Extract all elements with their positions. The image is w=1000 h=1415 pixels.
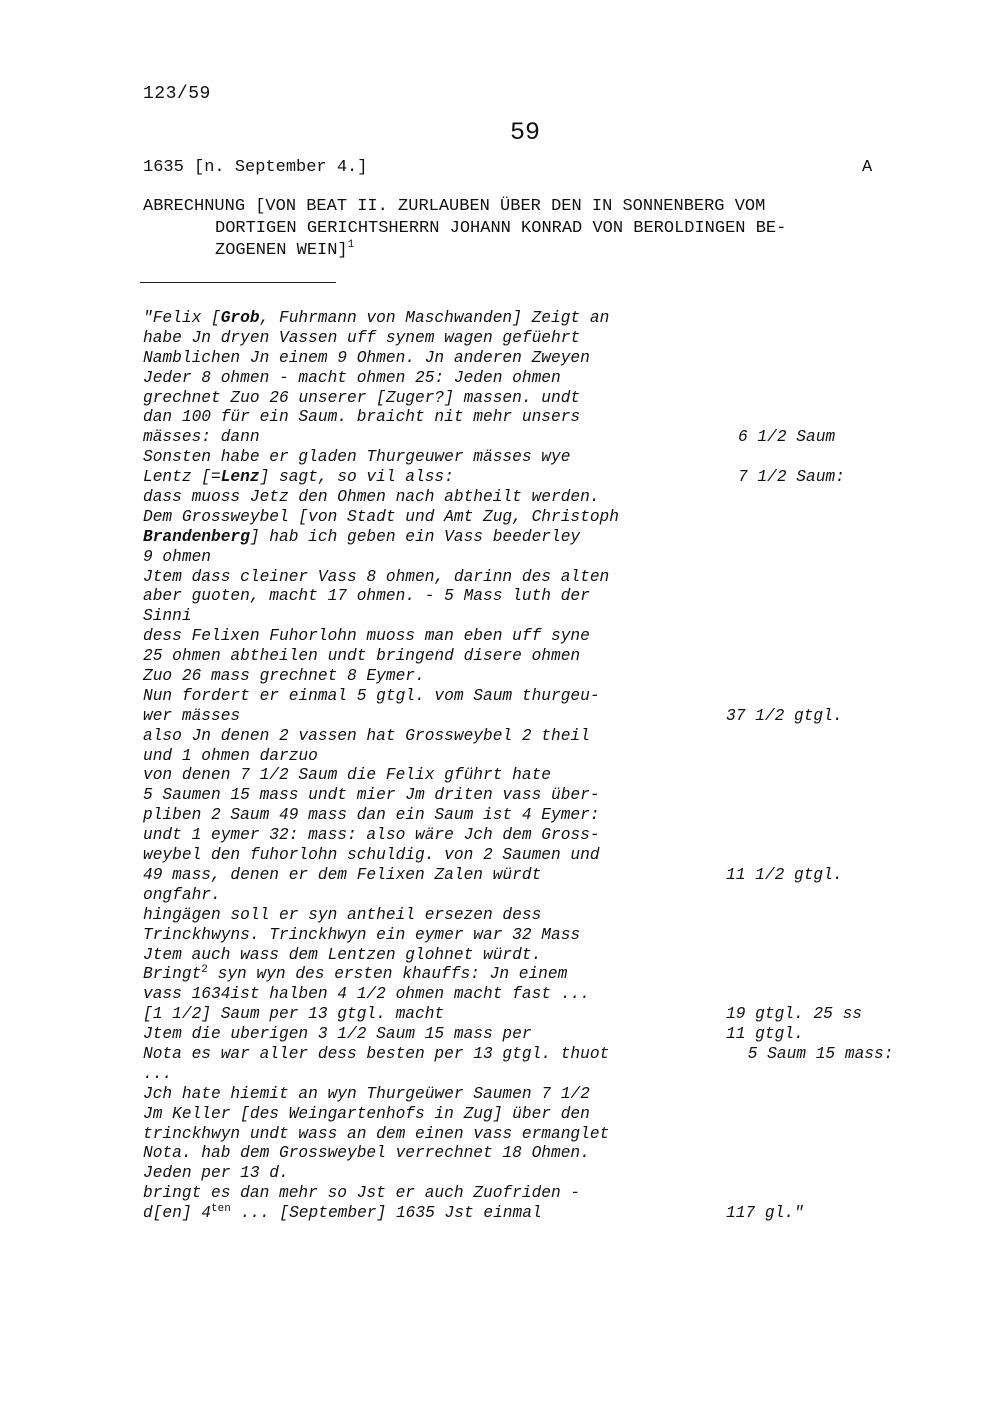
line-text: Trinckhwyns. Trinckhwyn ein eymer war 32 Mass [143, 925, 581, 944]
line-text: undt 1 eymer 32: mass: also wäre Jch dem Gross- [143, 826, 600, 845]
line-text [143, 468, 454, 488]
line-text: vass 1634ist halben 4 1/2 ohmen macht fast ... [143, 985, 590, 1004]
text-line [143, 448, 923, 468]
text-line [143, 906, 923, 926]
text-line [143, 349, 923, 369]
amount-value: 11 1/2 gtgl. [726, 865, 843, 884]
text-line [143, 1184, 923, 1204]
footnote-marker: 1 [347, 239, 355, 251]
text-line [143, 428, 923, 448]
text-line [143, 568, 923, 588]
text-line [143, 727, 923, 747]
title-line: ZOGENEN WEIN]$^1$ [215, 239, 355, 260]
line-text: dess Felixen Fuhorlohn muoss man eben uff syne [143, 627, 590, 646]
amount-value: 5 Saum 15 mass: [738, 1044, 894, 1063]
line-text: Jtem die uberigen 3 1/2 Saum 15 mass per [143, 1025, 532, 1044]
text-line [143, 1204, 923, 1224]
text-line [143, 667, 923, 687]
line-text: von denen 7 1/2 Saum die Felix gführt hate [143, 766, 551, 785]
text-line [143, 806, 923, 826]
line-text: Dem Grossweybel [von Stadt und Amt Zug, Christoph [143, 507, 619, 526]
line-text [143, 965, 567, 985]
line-text: grechnet Zuo 26 unserer [Zuger?] massen. undt [143, 388, 581, 407]
text-line [143, 607, 923, 627]
text-line [143, 1045, 923, 1065]
line-text: Jm Keller [des Weingartenhofs in Zug] über den [143, 1104, 590, 1123]
line-text: und 1 ohmen darzuo [143, 746, 318, 765]
line-text: Jch hate hiemit an wyn Thurgeüwer Saumen 7 1/2 [143, 1084, 590, 1103]
line-text [143, 528, 580, 548]
line-text: Jtem dass cleiner Vass 8 ohmen, darinn des alten [143, 567, 610, 586]
line-text: 49 mass, denen er dem Felixen Zalen würdt [143, 865, 542, 884]
text-line [143, 548, 923, 568]
page-number: 59 [509, 118, 540, 147]
text-segment: ] sagt, so vil alss: [259, 468, 454, 487]
amount-value: 117 gl." [726, 1204, 804, 1223]
transcription-body [143, 309, 923, 1224]
amount-value: 6 1/2 Saum [738, 428, 836, 447]
text-line [143, 866, 923, 886]
line-text: Nota. hab dem Grossweybel verrechnet 18 Ohmen. [143, 1144, 590, 1163]
text-line [143, 786, 923, 806]
line-text: Sonsten habe er gladen Thurgeuwer mässes wye [143, 448, 571, 467]
text-line [143, 946, 923, 966]
line-text: Zuo 26 mass grechnet 8 Eymer. [143, 667, 425, 686]
text-line [143, 627, 923, 647]
text-segment: , Fuhrmann von Maschwanden] Zeigt an [259, 309, 610, 327]
line-text: weybel den fuhorlohn schuldig. von 2 Saumen und [143, 846, 600, 865]
line-text: dass muoss Jetz den Ohmen nach abtheilt werden. [143, 488, 600, 507]
text-line [143, 488, 923, 508]
text-line [143, 965, 923, 985]
text-line [143, 766, 923, 786]
text-line [143, 707, 923, 727]
text-line [143, 886, 923, 906]
title-line: DORTIGEN GERICHTSHERRN JOHANN KONRAD VON BEROLDINGEN BE- [215, 219, 787, 238]
reference-number: 123/59 [143, 84, 211, 104]
line-text: Nun fordert er einmal 5 gtgl. vom Saum thurgeu- [143, 686, 600, 705]
text-line [143, 846, 923, 866]
text-line [143, 389, 923, 409]
text-line [143, 587, 923, 607]
line-text: Jeden per 13 d. [143, 1164, 289, 1183]
line-text [143, 309, 609, 329]
text-line [143, 1025, 923, 1045]
amount-value: 37 1/2 gtgl. [726, 706, 843, 725]
line-text: Namblichen Jn einem 9 Ohmen. Jn anderen Zweyen [143, 348, 590, 367]
text-line [143, 1065, 923, 1085]
footnote-marker: ten [211, 1203, 231, 1216]
line-text [143, 1204, 542, 1224]
document-title [143, 196, 903, 262]
text-line [143, 408, 923, 428]
text-line [143, 687, 923, 707]
document-letter: A [862, 158, 873, 177]
text-line [143, 985, 923, 1005]
footnote-marker: 2 [201, 964, 208, 977]
text-line [143, 747, 923, 767]
text-line [143, 1085, 923, 1105]
title-line: ABRECHNUNG [VON BEAT II. ZURLAUBEN ÜBER DEN IN SONNENBERG VOM [143, 197, 766, 216]
document-date: 1635 [n. September 4.] [143, 158, 368, 177]
line-text: also Jn denen 2 vassen hat Grossweybel 2 theil [143, 726, 590, 745]
text-segment: Lentz [= [143, 468, 221, 487]
line-text: 9 ohmen [143, 547, 211, 566]
bold-name: Brandenberg [143, 527, 250, 546]
text-line [143, 647, 923, 667]
text-segment: Bringt [143, 965, 202, 984]
text-segment: "Felix [ [143, 309, 221, 327]
line-text: hingägen soll er syn antheil ersezen dess [143, 905, 542, 924]
line-text: dan 100 für ein Saum. braicht nit mehr unsers [143, 408, 581, 427]
line-text: 5 Saumen 15 mass undt mier Jm driten vass über- [143, 786, 600, 805]
text-line [143, 369, 923, 389]
text-line [143, 1005, 923, 1025]
text-segment: ... [September] 1635 Jst einmal [230, 1204, 542, 1223]
text-line [143, 468, 923, 488]
amount-value: 19 gtgl. 25 ss [726, 1005, 862, 1024]
line-text: mässes: dann [143, 428, 260, 447]
text-line [143, 1125, 923, 1145]
text-line [143, 329, 923, 349]
line-text: Nota es war aller dess besten per 13 gtgl. thuot [143, 1044, 610, 1063]
divider-rule [140, 282, 336, 283]
text-line [143, 826, 923, 846]
bold-name: Grob [220, 309, 260, 327]
text-line [143, 1144, 923, 1164]
amount-value: 7 1/2 Saum: [738, 468, 845, 487]
amount-value: 11 gtgl. [726, 1025, 804, 1044]
line-text: trinckhwyn undt wass an dem einen vass ermanglet [143, 1124, 610, 1143]
text-segment: ] hab ich geben ein Vass beederley [249, 527, 581, 546]
line-text: ongfahr. [143, 885, 221, 904]
text-line [143, 1164, 923, 1184]
line-text: Jeder 8 ohmen - macht ohmen 25: Jeden ohmen [143, 368, 561, 387]
text-segment: d[en] 4 [143, 1204, 211, 1223]
line-text: habe Jn dryen Vassen uff synem wagen gefüehrt [143, 328, 581, 347]
line-text: wer mässes [143, 706, 241, 725]
line-text: [1 1/2] Saum per 13 gtgl. macht [143, 1005, 445, 1024]
text-line [143, 528, 923, 548]
line-text: 25 ohmen abtheilen undt bringend disere ohmen [143, 647, 581, 666]
text-segment: syn wyn des ersten khauffs: Jn einem [207, 965, 568, 984]
line-text: bringt es dan mehr so Jst er auch Zuofriden - [143, 1184, 581, 1203]
text-line [143, 926, 923, 946]
line-text: Sinni [143, 607, 192, 626]
text-line [143, 1105, 923, 1125]
text-line [143, 309, 923, 329]
line-text: Jtem auch wass dem Lentzen glohnet würdt. [143, 945, 542, 964]
line-text: aber guoten, macht 17 ohmen. - 5 Mass luth der [143, 587, 590, 606]
bold-name: Lenz [220, 468, 260, 487]
line-text: pliben 2 Saum 49 mass dan ein Saum ist 4 Eymer: [143, 806, 600, 825]
line-text: ... [143, 1064, 173, 1083]
text-line [143, 508, 923, 528]
